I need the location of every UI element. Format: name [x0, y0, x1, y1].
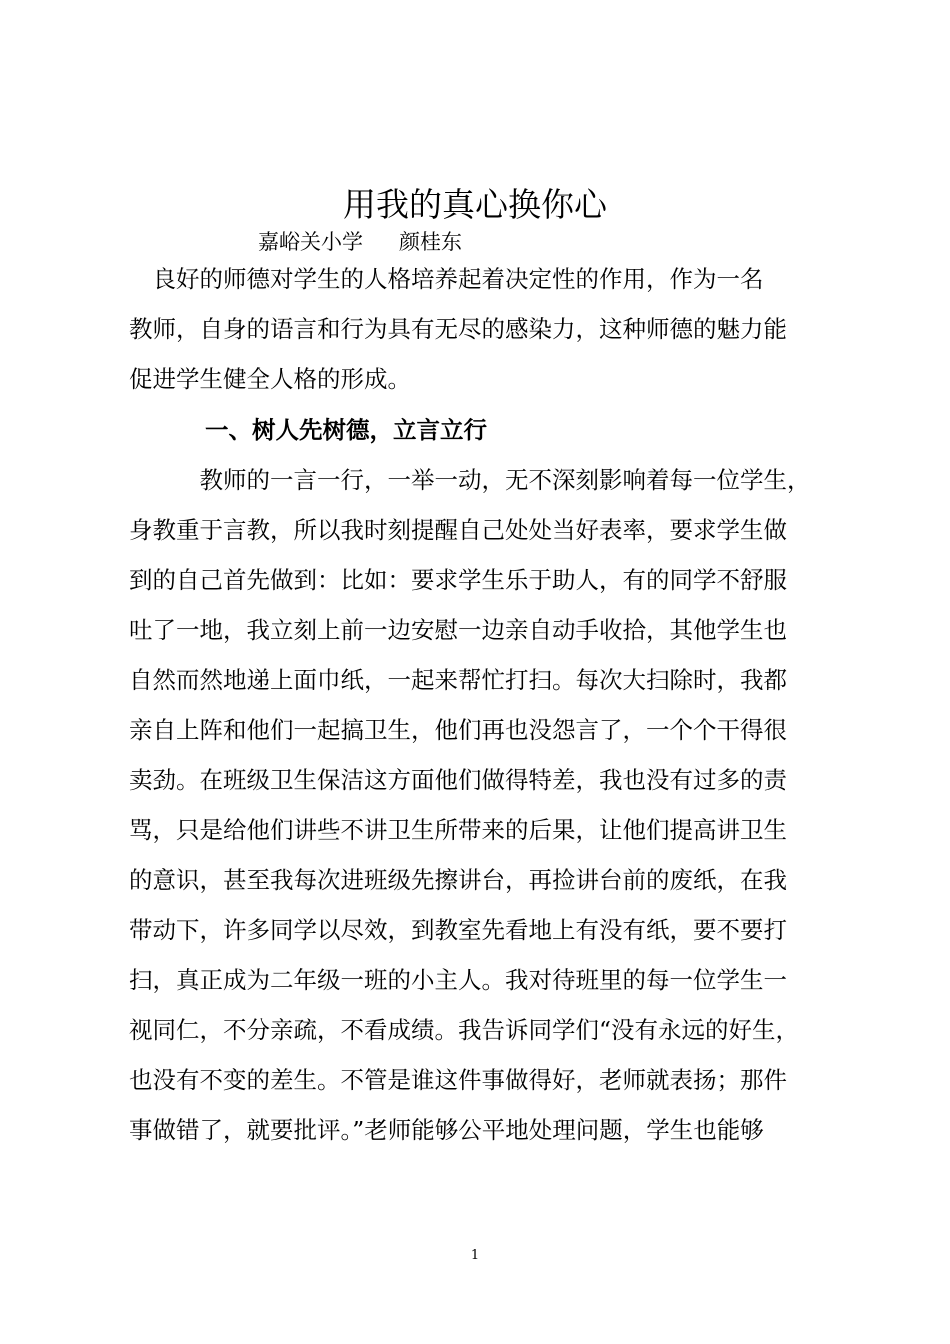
- text-line: 吐了一地，我立刻上前一边安慰一边亲自动手收拾，其他学生也: [129, 616, 787, 644]
- document-title: 用我的真心换你心: [343, 185, 607, 224]
- text-line: 教师的一言一行，一举一动，无不深刻影响着每一位学生，: [129, 466, 811, 494]
- text-line: 卖劲。在班级卫生保洁这方面他们做得特差，我也没有过多的责: [129, 766, 787, 794]
- text-line: 的意识，甚至我每次进班级先擦讲台，再捡讲台前的废纸，在我: [129, 866, 787, 894]
- text-line: 教师，自身的语言和行为具有无尽的感染力，这种师德的魅力能: [129, 315, 787, 343]
- page-number: 1: [470, 1248, 480, 1263]
- text-line: 亲自上阵和他们一起搞卫生，他们再也没怨言了，一个个干得很: [129, 716, 787, 744]
- school-name: 嘉峪关小学: [258, 230, 363, 254]
- paragraph-intro: [129, 254, 841, 404]
- text-line: 事做错了，就要批评。”老师能够公平地处理问题，学生也能够: [129, 1116, 764, 1144]
- byline: [258, 228, 462, 256]
- section-heading: 一、树人先树德，立言立行: [205, 416, 487, 444]
- author-name: 颜桂东: [399, 230, 462, 254]
- text-line: 身教重于言教，所以我时刻提醒自己处处当好表率，要求学生做: [129, 516, 787, 544]
- text-line: 带动下，许多同学以尽效，到教室先看地上有没有纸，要不要打: [129, 916, 787, 944]
- text-line: 良好的师德对学生的人格培养起着决定性的作用，作为一名: [129, 265, 764, 293]
- text-line: 到的自己首先做到：比如：要求学生乐于助人，有的同学不舒服: [129, 566, 787, 594]
- text-line: 促进学生健全人格的形成。: [129, 365, 411, 393]
- text-line: 也没有不变的差生。不管是谁这件事做得好，老师就表扬；那件: [129, 1066, 787, 1094]
- paragraph-section1: [129, 455, 841, 1155]
- text-line: 视同仁，不分亲疏，不看成绩。我告诉同学们“没有永远的好生，: [129, 1016, 800, 1044]
- text-line: 自然而然地递上面巾纸，一起来帮忙打扫。每次大扫除时，我都: [129, 666, 787, 694]
- text-line: 骂，只是给他们讲些不讲卫生所带来的后果，让他们提高讲卫生: [129, 816, 787, 844]
- text-line: 扫，真正成为二年级一班的小主人。我对待班里的每一位学生一: [129, 966, 787, 994]
